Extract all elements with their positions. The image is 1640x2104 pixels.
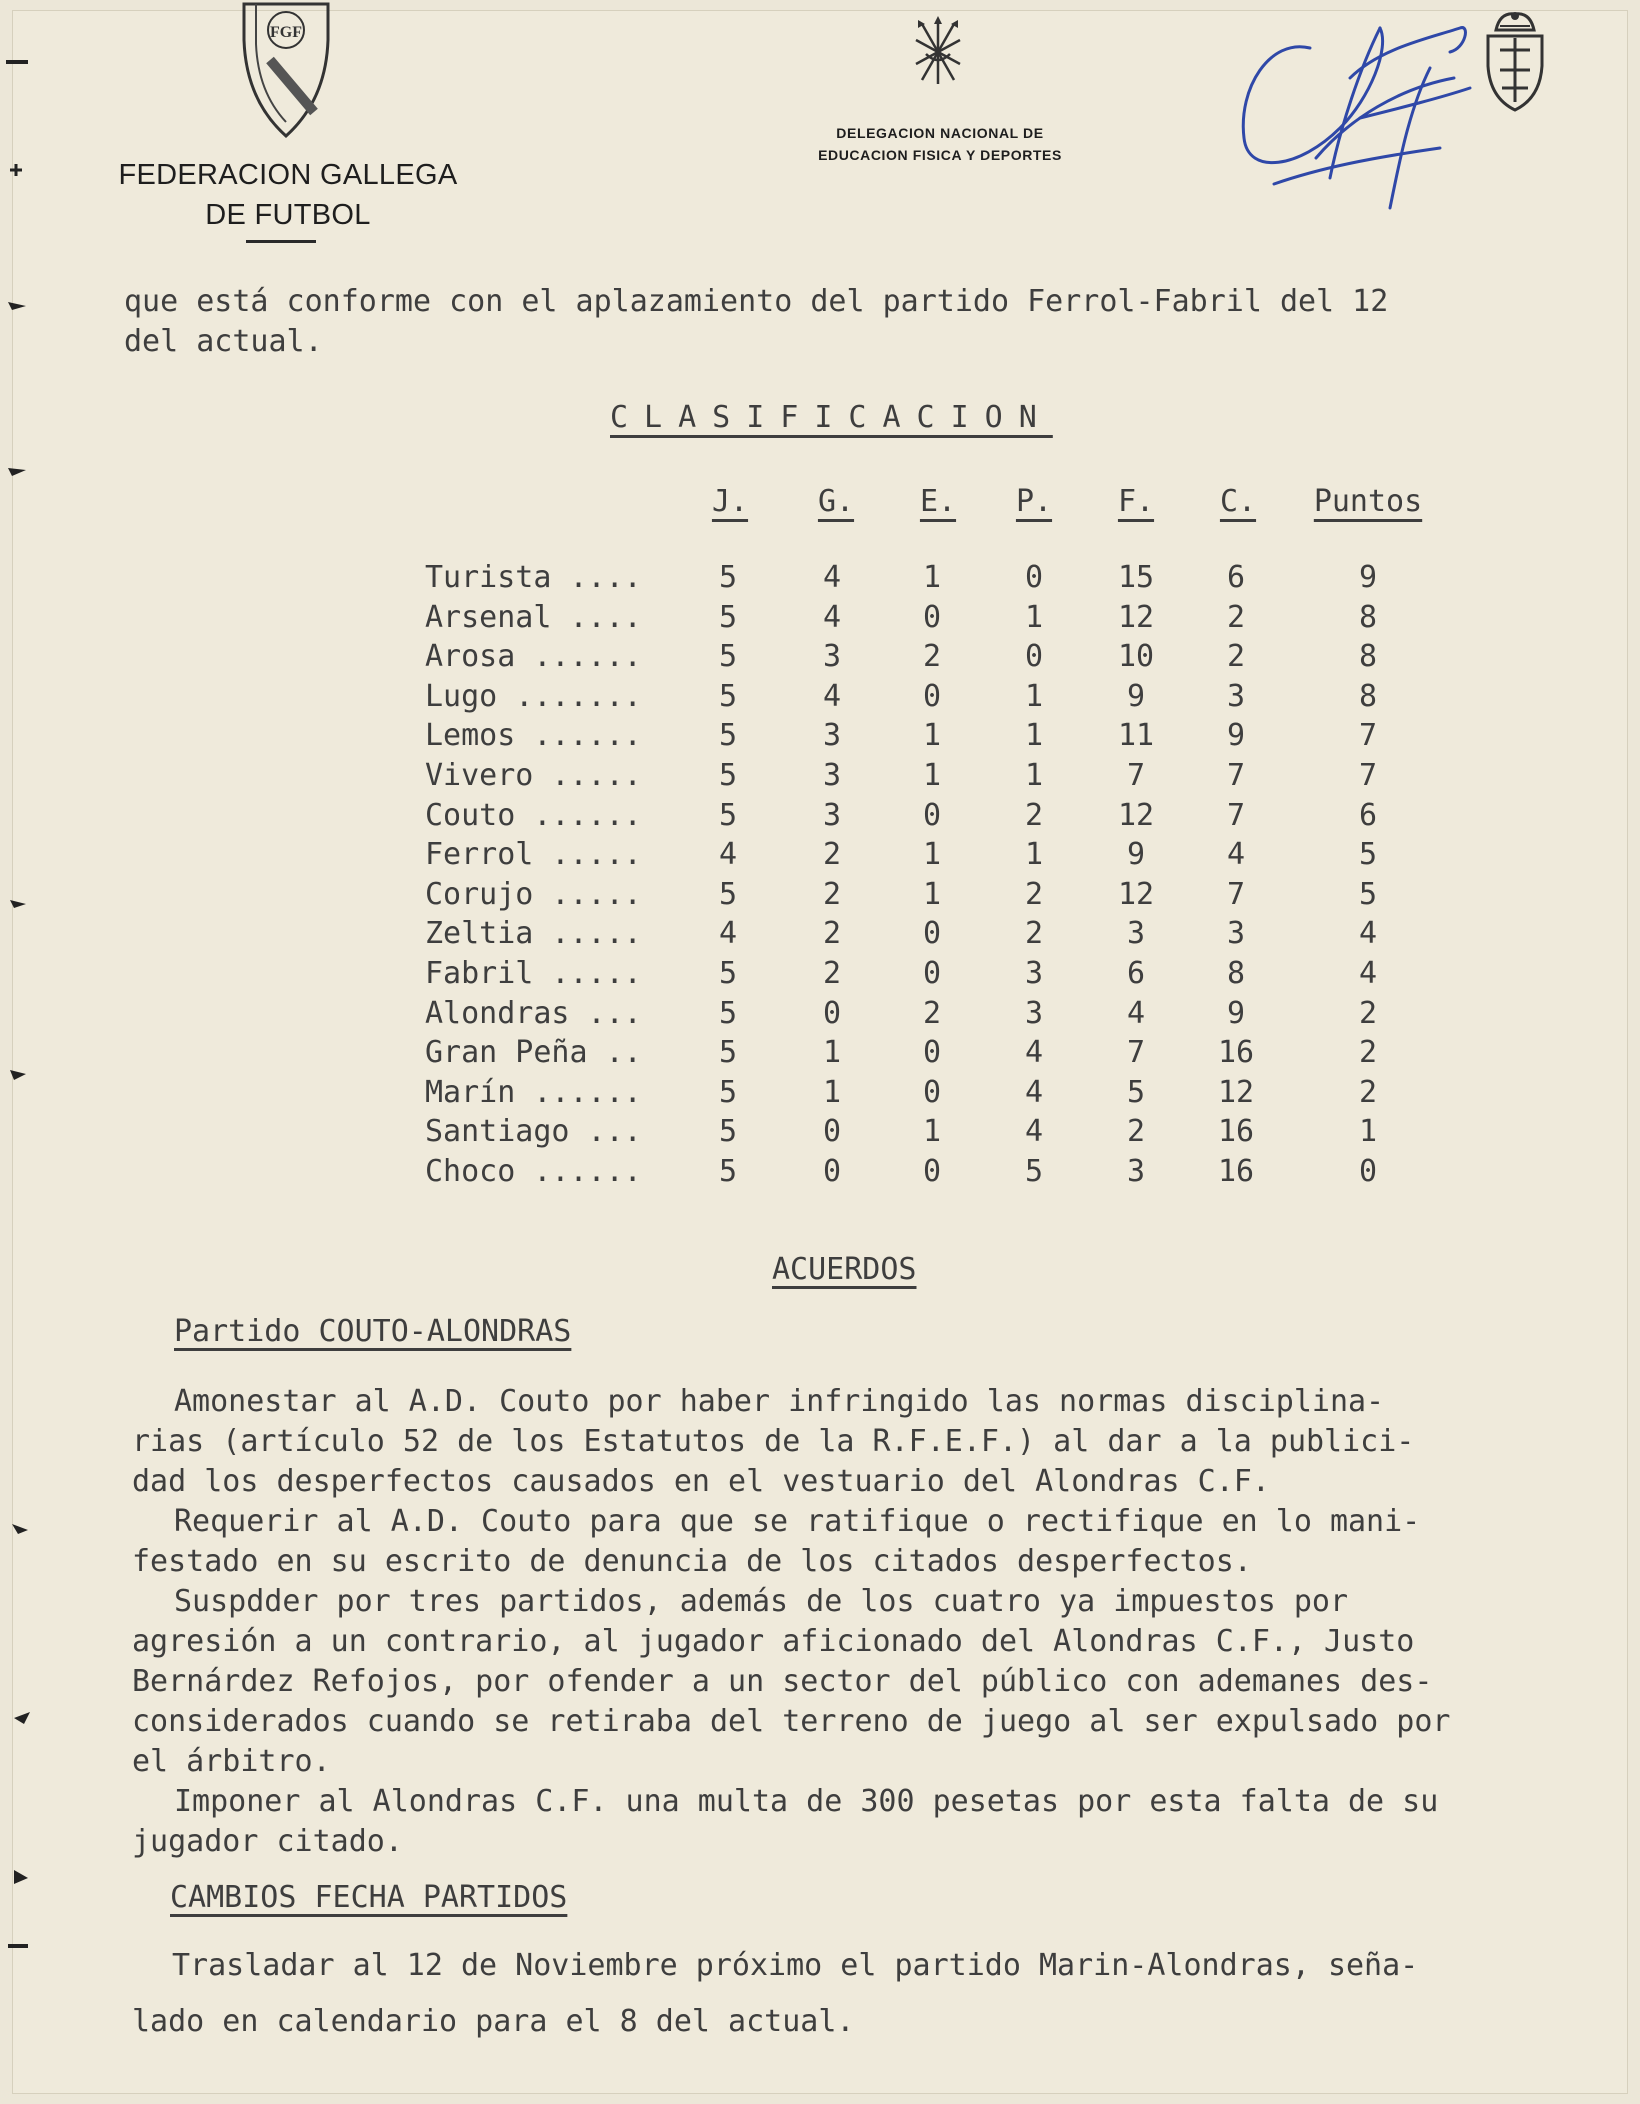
cell-j: 5	[718, 718, 738, 754]
cell-e: 0	[922, 797, 942, 833]
cell-e: 0	[922, 599, 942, 635]
team-name: Zeltia .....	[425, 916, 642, 952]
cell-g: 2	[822, 837, 842, 873]
team-name: Arosa ......	[425, 639, 642, 675]
cell-f: 12	[1117, 599, 1155, 635]
cell-c: 6	[1226, 560, 1246, 595]
cell-puntos: 7	[1358, 758, 1378, 793]
cell-p: 1	[1024, 599, 1044, 635]
team-name: Vivero .....	[425, 758, 642, 793]
cell-g: 2	[822, 876, 842, 912]
column-header-f: F.	[1117, 484, 1155, 519]
cell-g: 2	[822, 916, 842, 952]
paragraph-line: jugador citado.	[132, 1824, 403, 1859]
paragraph-line: considerados cuando se retiraba del terreno de juego al ser expulsado por	[132, 1704, 1451, 1739]
cell-f: 9	[1126, 678, 1146, 714]
cell-g: 4	[822, 599, 842, 635]
cell-e: 1	[922, 1114, 942, 1150]
paragraph-line: Suspdder por tres partidos, además de los cuatro ya impuestos por	[174, 1584, 1348, 1619]
cell-puntos: 8	[1358, 599, 1378, 635]
cell-p: 4	[1024, 1114, 1044, 1150]
team-name: Arsenal ....	[425, 599, 642, 635]
cell-e: 1	[922, 560, 942, 595]
cell-e: 0	[922, 916, 942, 952]
cell-g: 1	[822, 1035, 842, 1071]
delegation-line-2: EDUCACION FISICA Y DEPORTES	[818, 147, 1062, 163]
cell-p: 1	[1024, 718, 1044, 754]
cell-c: 9	[1226, 718, 1246, 754]
section-couto-alondras-text	[132, 1382, 1451, 1862]
cell-p: 1	[1024, 678, 1044, 714]
cell-puntos: 2	[1358, 1035, 1378, 1071]
team-name: Santiago ...	[425, 1114, 642, 1150]
cell-puntos: 6	[1358, 797, 1378, 833]
cell-c: 4	[1226, 837, 1246, 873]
cell-f: 15	[1117, 560, 1155, 595]
cell-e: 0	[922, 956, 942, 991]
cell-j: 5	[718, 758, 738, 793]
organization-name	[108, 155, 468, 235]
cell-g: 0	[822, 995, 842, 1031]
cell-g: 0	[822, 1154, 842, 1189]
cell-c: 7	[1226, 758, 1246, 793]
cell-puntos: 9	[1358, 560, 1378, 595]
cell-c: 16	[1217, 1154, 1255, 1189]
cell-puntos: 7	[1358, 718, 1378, 754]
cell-c: 16	[1217, 1114, 1255, 1150]
cell-c: 7	[1226, 797, 1246, 833]
cell-p: 0	[1024, 639, 1044, 675]
cell-f: 5	[1126, 1074, 1146, 1110]
cell-g: 4	[822, 560, 842, 595]
organization-line-2: DE FUTBOL	[205, 199, 371, 231]
cell-e: 0	[922, 678, 942, 714]
team-name: Couto ......	[425, 797, 642, 833]
paragraph-line: Trasladar al 12 de Noviembre próximo el partido Marin-Alondras, seña-	[172, 1948, 1419, 1983]
team-name: Alondras ...	[425, 995, 642, 1031]
yoke-arrows-icon	[908, 14, 968, 94]
column-header-g: G.	[817, 484, 855, 519]
section-heading-couto-alondras: Partido COUTO-ALONDRAS	[174, 1314, 572, 1349]
paragraph-line: festado en su escrito de denuncia de los citados desperfectos.	[132, 1544, 1252, 1579]
column-header-puntos: Puntos	[1313, 484, 1423, 519]
cell-f: 6	[1126, 956, 1146, 991]
cell-f: 4	[1126, 995, 1146, 1031]
cell-c: 16	[1217, 1035, 1255, 1071]
paragraph-line: Imponer al Alondras C.F. una multa de 300 pesetas por esta falta de su	[174, 1784, 1439, 1819]
cell-e: 1	[922, 718, 942, 754]
cell-j: 5	[718, 678, 738, 714]
cell-j: 5	[718, 797, 738, 833]
team-name: Fabril .....	[425, 956, 642, 991]
cell-e: 2	[922, 995, 942, 1031]
cell-puntos: 4	[1358, 956, 1378, 991]
cell-j: 4	[718, 916, 738, 952]
cell-p: 2	[1024, 797, 1044, 833]
cell-j: 5	[718, 1114, 738, 1150]
cell-j: 5	[718, 1035, 738, 1071]
fgf-shield-icon	[236, 0, 336, 140]
cell-p: 0	[1024, 560, 1044, 595]
team-name: Turista ....	[425, 560, 642, 595]
cell-f: 3	[1126, 1154, 1146, 1189]
team-name: Ferrol .....	[425, 837, 642, 873]
column-header-e: E.	[919, 484, 957, 519]
paragraph-line: dad los desperfectos causados en el vestuario del Alondras C.F.	[132, 1464, 1270, 1499]
team-name: Lugo .......	[425, 678, 642, 714]
cell-e: 1	[922, 758, 942, 793]
cell-f: 11	[1117, 718, 1155, 754]
cell-f: 7	[1126, 758, 1146, 793]
team-name: Lemos ......	[425, 718, 642, 754]
intro-line-2: del actual.	[124, 324, 323, 359]
cell-p: 2	[1024, 876, 1044, 912]
team-name: Corujo .....	[425, 876, 642, 912]
cell-e: 0	[922, 1074, 942, 1110]
cell-puntos: 2	[1358, 1074, 1378, 1110]
paragraph-line: rias (artículo 52 de los Estatutos de la R.F.E.F.) al dar a la publici-	[132, 1424, 1415, 1459]
cell-e: 0	[922, 1035, 942, 1071]
cell-p: 4	[1024, 1074, 1044, 1110]
cell-c: 3	[1226, 916, 1246, 952]
cell-f: 12	[1117, 876, 1155, 912]
cell-p: 4	[1024, 1035, 1044, 1071]
paragraph-line: lado en calendario para el 8 del actual.	[132, 2004, 855, 2039]
cell-j: 5	[718, 956, 738, 991]
column-header-p: P.	[1015, 484, 1053, 519]
cell-j: 5	[718, 1154, 738, 1189]
cell-f: 2	[1126, 1114, 1146, 1150]
cell-e: 1	[922, 876, 942, 912]
cell-g: 4	[822, 678, 842, 714]
cell-f: 7	[1126, 1035, 1146, 1071]
handwritten-signature	[1230, 8, 1490, 218]
cell-puntos: 8	[1358, 678, 1378, 714]
intro-paragraph	[124, 282, 1388, 362]
rfef-crest-icon	[1480, 8, 1550, 118]
cell-p: 1	[1024, 758, 1044, 793]
cell-c: 7	[1226, 876, 1246, 912]
section-cambios-fecha-text	[132, 1938, 1418, 2050]
cell-j: 4	[718, 837, 738, 873]
cell-c: 2	[1226, 639, 1246, 675]
cell-c: 2	[1226, 599, 1246, 635]
team-name: Marín ......	[425, 1074, 642, 1110]
cell-c: 12	[1217, 1074, 1255, 1110]
cell-j: 5	[718, 995, 738, 1031]
cell-p: 1	[1024, 837, 1044, 873]
cell-p: 5	[1024, 1154, 1044, 1189]
column-header-j: J.	[711, 484, 749, 519]
paragraph-line: Bernárdez Refojos, por ofender a un sector del público con ademanes des-	[132, 1664, 1433, 1699]
margin-marks	[0, 0, 40, 2104]
shield-monogram: FGF	[270, 24, 302, 41]
cell-puntos: 8	[1358, 639, 1378, 675]
cell-f: 12	[1117, 797, 1155, 833]
header-rule	[246, 240, 316, 243]
cell-j: 5	[718, 599, 738, 635]
cell-puntos: 2	[1358, 995, 1378, 1031]
cell-g: 3	[822, 639, 842, 675]
cell-g: 1	[822, 1074, 842, 1110]
cell-f: 9	[1126, 837, 1146, 873]
cell-c: 9	[1226, 995, 1246, 1031]
cell-puntos: 4	[1358, 916, 1378, 952]
cell-puntos: 0	[1358, 1154, 1378, 1189]
cell-p: 3	[1024, 995, 1044, 1031]
column-header-c: C.	[1219, 484, 1257, 519]
cell-j: 5	[718, 876, 738, 912]
cell-g: 3	[822, 718, 842, 754]
section-heading-cambios-fecha: CAMBIOS FECHA PARTIDOS	[170, 1880, 568, 1915]
organization-line-1: FEDERACION GALLEGA	[118, 159, 458, 191]
delegation-line-1: DELEGACION NACIONAL DE	[836, 125, 1044, 141]
paragraph-line: Requerir al A.D. Couto para que se ratifique o rectifique en lo mani-	[174, 1504, 1421, 1539]
cell-puntos: 5	[1358, 876, 1378, 912]
paragraph-line: agresión a un contrario, al jugador aficionado del Alondras C.F., Justo	[132, 1624, 1415, 1659]
cell-p: 2	[1024, 916, 1044, 952]
cell-puntos: 5	[1358, 837, 1378, 873]
team-name: Choco ......	[425, 1154, 642, 1189]
acuerdos-title: ACUERDOS	[772, 1252, 917, 1287]
paragraph-line: Amonestar al A.D. Couto por haber infringido las normas disciplina-	[174, 1384, 1385, 1419]
cell-p: 3	[1024, 956, 1044, 991]
cell-f: 10	[1117, 639, 1155, 675]
cell-g: 3	[822, 797, 842, 833]
cell-j: 5	[718, 639, 738, 675]
cell-e: 0	[922, 1154, 942, 1189]
intro-line-1: que está conforme con el aplazamiento del partido Ferrol-Fabril del 12	[124, 284, 1389, 319]
team-name: Gran Peña ..	[425, 1035, 642, 1071]
cell-e: 2	[922, 639, 942, 675]
paragraph-line: el árbitro.	[132, 1744, 331, 1779]
cell-g: 3	[822, 758, 842, 793]
standings-title: CLASIFICACION	[610, 400, 1053, 435]
cell-g: 2	[822, 956, 842, 991]
cell-e: 1	[922, 837, 942, 873]
cell-c: 8	[1226, 956, 1246, 991]
cell-c: 3	[1226, 678, 1246, 714]
cell-f: 3	[1126, 916, 1146, 952]
cell-j: 5	[718, 560, 738, 595]
cell-puntos: 1	[1358, 1114, 1378, 1150]
cell-g: 0	[822, 1114, 842, 1150]
cell-j: 5	[718, 1074, 738, 1110]
delegation-name	[780, 122, 1100, 166]
